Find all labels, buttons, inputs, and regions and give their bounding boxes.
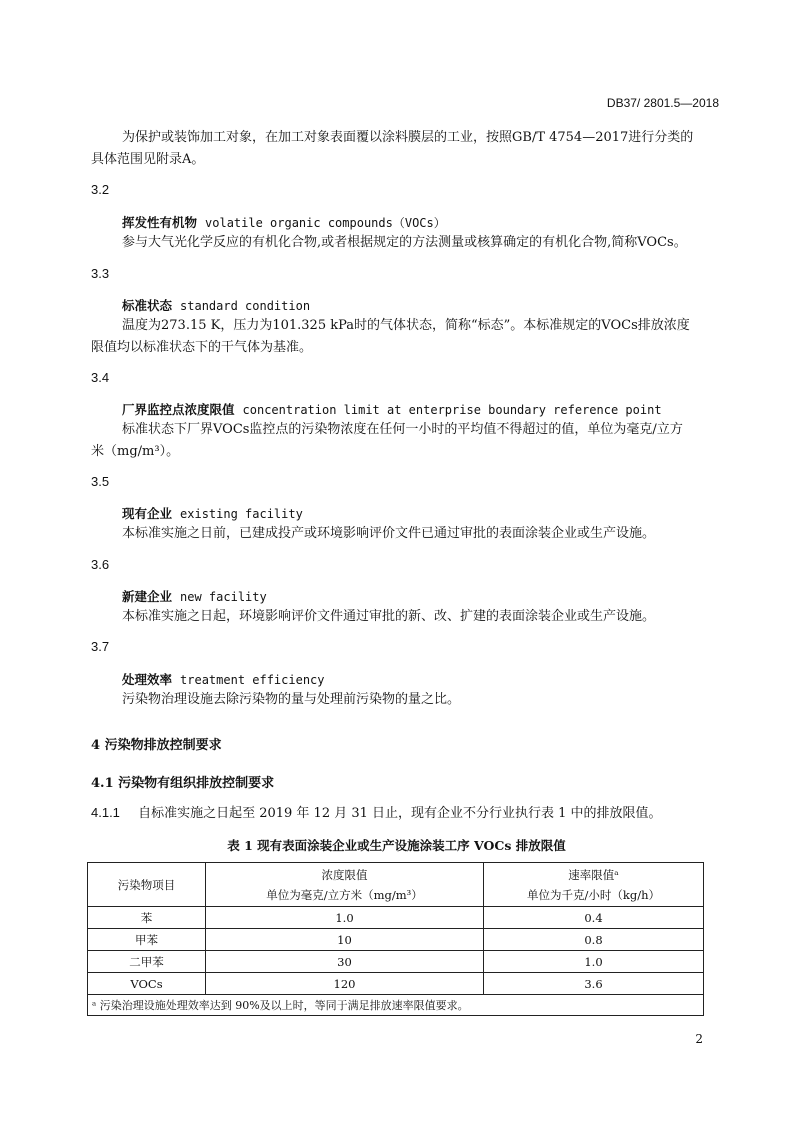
term-en: concentration limit at enterprise boundary reference point [242,403,662,417]
cell-rate: 0.4 [484,907,704,929]
clause-text: 自标准实施之日起至 2019 年 12 月 31 日止，现有企业不分行业执行表 1 中的排放限值。 [138,806,662,821]
term-definition-line-2: 限值均以标准状态下的干气体为基准。 [91,340,313,355]
table-row [88,929,704,951]
term-zh: 厂界监控点浓度限值 [122,402,235,417]
page-number: 2 [695,1032,703,1046]
cell-concentration: 30 [206,951,484,973]
term-zh: 新建企业 [122,589,173,604]
term-zh: 挥发性有机物 [122,215,198,230]
table-footnote: ᵃ 污染治理设施处理效率达到 90%及以上时，等同于满足排放速率限值要求。 [88,995,704,1016]
clause-number: 3.6 [91,557,110,572]
term-zh: 现有企业 [122,506,173,521]
clause-number: 3.7 [91,639,110,654]
cell-concentration: 1.0 [206,907,484,929]
intro-line-1: 为保护或装饰加工对象，在加工对象表面覆以涂料膜层的工业，按照GB/T 4754—2017进行分类的 [122,130,694,145]
header-item: 污染物项目 [88,863,206,907]
term-definition: 本标准实施之日起，环境影响评价文件通过审批的新、改、扩建的表面涂装企业或生产设施。 [122,609,656,624]
table-row [88,951,704,973]
clause-number: 3.4 [91,370,110,385]
cell-concentration: 120 [206,973,484,995]
cell-item: VOCs [88,973,206,995]
header-rate-title: 速率限值ᵃ [568,867,619,882]
term-en: treatment efficiency [180,673,325,687]
table-note-row [88,995,704,1016]
clause-number: 3.2 [91,182,110,197]
term-definition-line-1: 温度为273.15 K，压力为101.325 kPa时的气体状态，简称“标态”。本标准规定的VOCs排放浓度 [122,318,690,333]
header-concentration [206,863,484,907]
table-row [88,907,704,929]
section-heading: 4 污染物排放控制要求 [91,738,222,753]
term-en: volatile organic compounds（VOCs） [205,216,446,230]
term-title [122,504,303,522]
table-row [88,973,704,995]
clause-number: 4.1.1 [91,805,120,820]
intro-line-2: 具体范围见附录A。 [91,152,205,167]
cell-rate: 1.0 [484,951,704,973]
term-zh: 处理效率 [122,672,173,687]
term-definition: 参与大气光化学反应的有机化合物,或者根据规定的方法测量或核算确定的有机化合物,简称VOCs。 [122,235,687,250]
emission-limits-table [87,862,704,1016]
term-title [122,400,662,418]
cell-item: 甲苯 [88,929,206,951]
table-caption: 表 1 现有表面涂装企业或生产设施涂装工序 VOCs 排放限值 [227,838,566,853]
term-definition-line-1: 标准状态下厂界VOCs监控点的污染物浓度在任何一小时的平均值不得超过的值，单位为毫克/立方 [122,422,683,437]
term-en: existing facility [180,507,303,521]
cell-rate: 0.8 [484,929,704,951]
cell-rate: 3.6 [484,973,704,995]
term-title [122,587,267,605]
term-definition: 本标准实施之日前，已建成投产或环境影响评价文件已通过审批的表面涂装企业或生产设施。 [122,526,656,541]
term-title [122,296,310,314]
table-header-row [88,863,704,907]
term-zh: 标准状态 [122,298,173,313]
clause-4-1-1 [91,802,662,825]
term-en: standard condition [180,299,311,313]
term-title [122,670,325,688]
cell-concentration: 10 [206,929,484,951]
term-definition: 污染物治理设施去除污染物的量与处理前污染物的量之比。 [122,692,461,707]
clause-number: 3.3 [91,266,110,281]
header-rate-unit: 单位为千克/小时（kg/h） [527,887,660,902]
header-concentration-title: 浓度限值 [321,867,368,882]
header-rate [484,863,704,907]
document-code: DB37/ 2801.5—2018 [606,96,719,110]
term-en: new facility [180,590,267,604]
subsection-heading: 4.1 污染物有组织排放控制要求 [91,776,275,791]
header-concentration-unit: 单位为毫克/立方米（mg/m³） [266,887,423,902]
cell-item: 二甲苯 [88,951,206,973]
clause-number: 3.5 [91,474,110,489]
term-definition-line-2: 米（mg/m³）。 [91,444,180,459]
term-title [122,213,446,231]
cell-item: 苯 [88,907,206,929]
